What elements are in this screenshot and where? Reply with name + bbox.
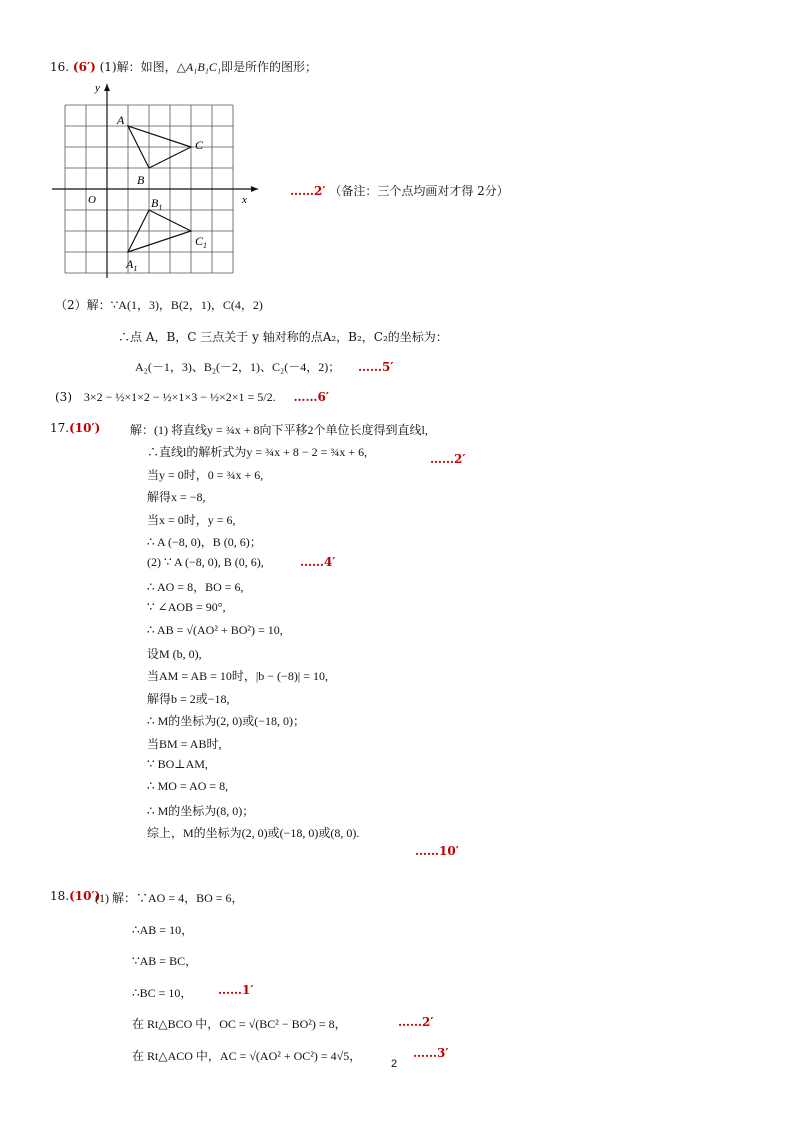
part3-expr: 3×2 − ½×1×2 − ½×1×3 − ½×2×1 = 5/2. [83,390,276,404]
q16-part3 [55,390,329,405]
part1-text: (1)解：如图， [99,60,177,74]
solution-line: ∴ AO = 8，BO = 6, [147,579,244,594]
score-mark: ……6′ [293,390,329,404]
q16-part2-line2 [118,328,448,345]
solution-line: ∴ AB = √(AO² + BO²) = 10, [147,622,283,637]
solution-line: (1) 解：∵AO = 4，BO = 6， [95,891,244,905]
part2-label: （2）解： [55,298,111,312]
score-badge: (10′) [69,421,101,435]
part2-line3: A₂(－1，3)、B₂(－2，1)、C₂(－4，2)； [135,360,341,374]
question-number: 16. [50,60,70,74]
solution-line: 当BM = AB时, [147,736,222,751]
note-text: （备注：三个点均画对才得 2分） [329,184,509,198]
solution-line: 解得b = 2或−18, [147,691,230,706]
q16-part2-given [55,296,263,313]
solution-line: ∴ M的坐标为(2, 0)或(−18, 0)； [147,714,306,729]
score-mark: ……2′ [290,184,326,198]
grid-figure [50,80,260,280]
score-mark: ……2′ [398,1015,434,1029]
solution-line: 在 Rt△ACO 中，AC = √(AO² + OC²) = 4√5， [132,1048,362,1063]
score-mark: ……1′ [218,983,254,997]
solution-line: ∵ ∠AOB = 90°, [147,600,226,615]
point-label: B [137,173,145,187]
solution-line: 设M (b, 0), [147,647,202,661]
question-number: 17. [50,421,70,435]
question-number: 18. [50,889,70,903]
score-badge: (10′) [69,889,101,903]
part3-label: (3) [55,390,72,404]
q16-part2-line3 [135,358,394,375]
solution-line: ∴ A (−8, 0)，B (0, 6)； [147,535,262,549]
solution-line: (2) ∵ A (−8, 0), B (0, 6), [147,555,264,570]
solution-line: ∴ M的坐标为(8, 0)； [147,803,255,818]
triangle-name: △A₁B₁C₁ [176,60,222,74]
point-label: $A_1$ [126,257,138,273]
score-mark: ……4′ [300,555,336,569]
score-mark: ……5′ [358,360,394,374]
score-mark: ……2′ [430,452,466,466]
origin-label: O [88,194,96,206]
q16-header [50,58,317,75]
page-number: 2 [391,1058,398,1070]
x-axis-arrow [251,186,258,192]
solution-line: 解：(1) 将直线y = ¾x + 8向下平移2个单位长度得到直线l, [130,423,428,437]
solution-line: 综上，M的坐标为(2, 0)或(−18, 0)或(8, 0). [147,826,360,841]
q18-header [50,889,100,903]
x-axis-label: x [242,194,247,206]
part2-given: ∵A(1，3)，B(2，1)，C(4，2) [110,298,263,312]
solution-line: ∴ MO = AO = 8, [147,779,229,794]
score-mark: ……3′ [413,1046,449,1060]
solution-line: 当AM = AB = 10时，|b − (−8)| = 10, [147,669,328,684]
part2-line2: ∴点 A，B，C 三点关于 y 轴对称的点A₂，B₂，C₂的坐标为： [118,330,448,344]
part1-tail: 即是所作的图形； [221,60,318,74]
score-badge: (6′) [72,60,96,74]
point-label: $C_1$ [195,234,208,250]
solution-line: 当x = 0时，y = 6, [147,512,236,527]
solution-line: ∴BC = 10， [132,985,193,1000]
point-label: C [195,138,204,152]
point-label: A [117,113,125,127]
coordinate-grid [50,80,260,280]
y-axis-label: y [95,82,100,94]
point-label: $B_1$ [151,196,163,212]
solution-line: ∴直线l的解析式为y = ¾x + 8 − 2 = ¾x + 6, [147,445,368,460]
q17-header [50,421,100,435]
solution-line: 解得x = −8, [147,490,206,505]
solution-line: ∵AB = BC， [132,954,198,968]
solution-line: 当y = 0时，0 = ¾x + 6, [147,467,264,482]
solution-line: ∴AB = 10， [132,922,194,937]
solution-line: ∵ BO⊥AM, [147,757,208,771]
q16-mark2-row [290,182,509,199]
y-axis-arrow [104,84,110,91]
solution-line: 在 Rt△BCO 中，OC = √(BC² − BO²) = 8， [132,1017,347,1031]
score-mark: ……10′ [415,844,459,858]
